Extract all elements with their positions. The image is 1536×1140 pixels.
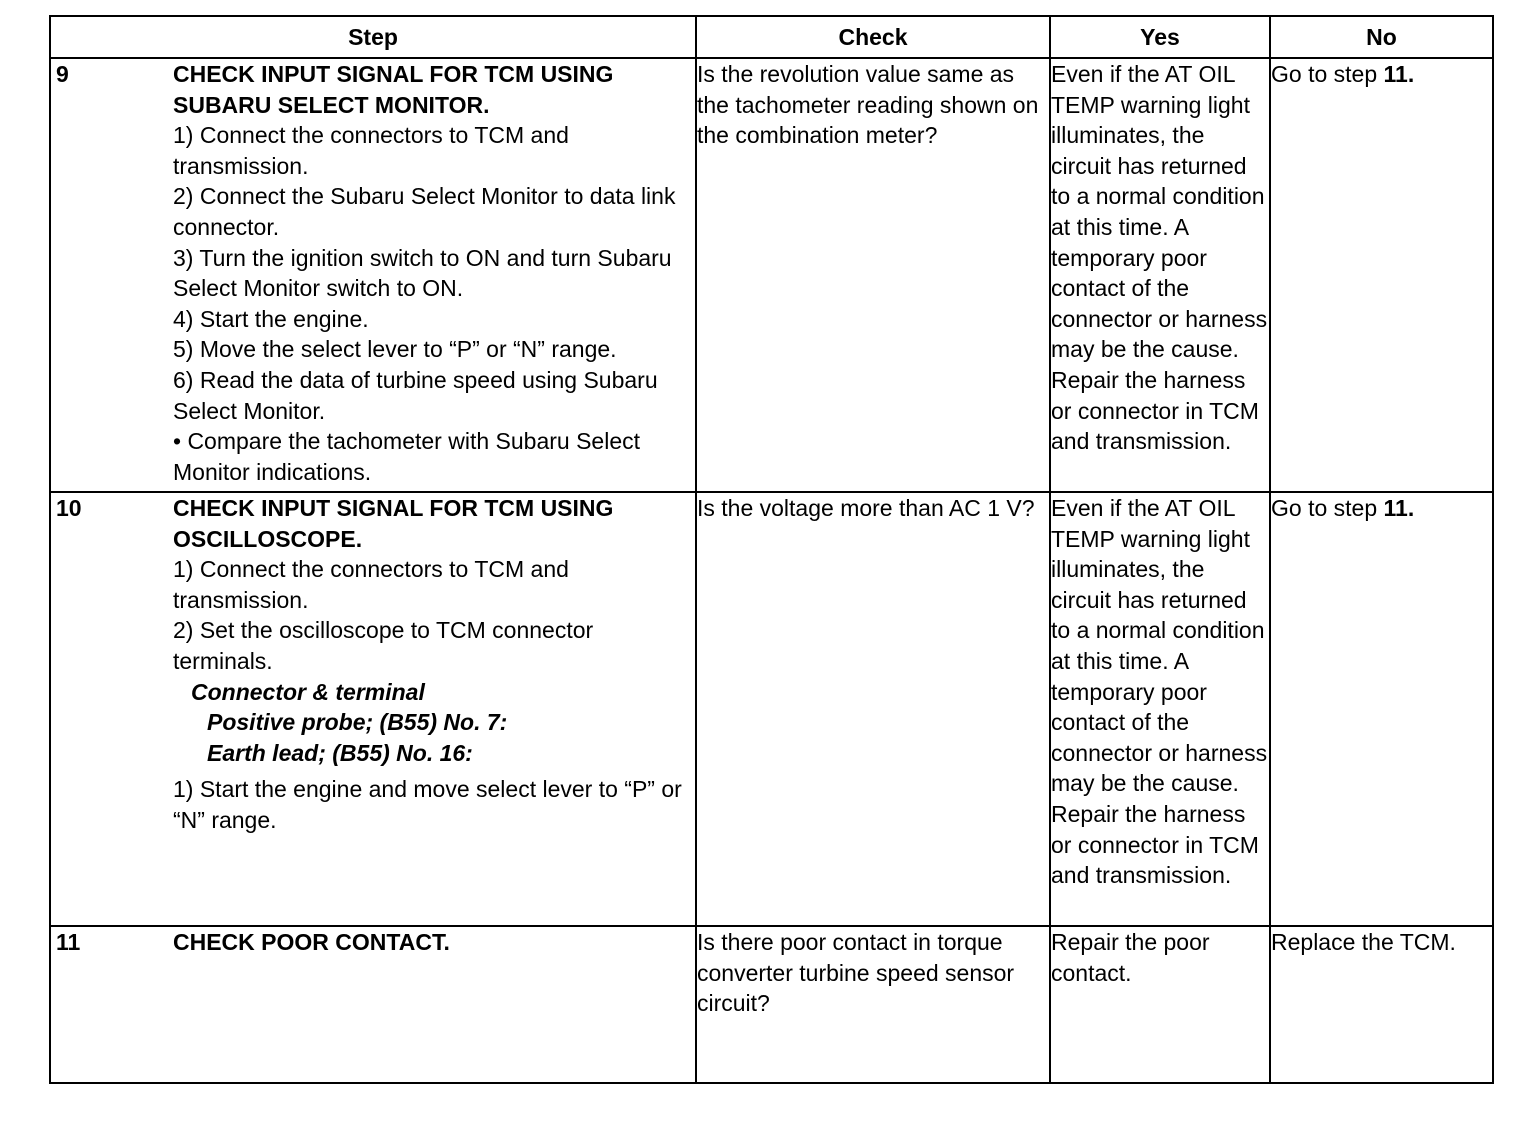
no-prefix: Go to step [1271,61,1384,87]
connector-heading: Connector & terminal [191,678,425,705]
check-cell: Is the revolution value same as the tachometer reading shown on the combination meter? [696,58,1050,492]
instruction-bullet: • Compare the tachometer with Subaru Select Monitor indications. [173,428,641,485]
yes-cell: Repair the poor contact. [1050,926,1270,1083]
no-step-ref: 11. [1383,61,1415,87]
check-cell: Is there poor contact in torque converter turbine speed sensor circuit? [696,926,1050,1083]
step-title: CHECK INPUT SIGNAL FOR TCM USING SUBARU SELECT MONITOR. [173,61,614,118]
no-cell: Replace the TCM. [1270,926,1493,1083]
connector-line: Earth lead; (B55) No. 16: [207,739,473,766]
instruction: 4) Start the engine. [173,305,369,332]
step-number: 10 [56,495,82,521]
step-title: CHECK POOR CONTACT. [173,929,450,955]
no-prefix: Go to step [1271,495,1384,521]
yes-cell: Even if the AT OIL TEMP warning light illuminates, the circuit has returned to a normal condition at this time. A temporary poor contact of the connector or harness may be the cause. Repair the harness or connector in TCM and transmission. [1050,58,1270,492]
header-yes: Yes [1050,16,1270,58]
instruction: 5) Move the select lever to “P” or “N” range. [173,336,617,363]
table-row [50,926,1493,1083]
instruction: 1) Connect the connectors to TCM and transmission. [173,122,569,179]
instruction: 2) Connect the Subaru Select Monitor to data link connector. [173,183,676,240]
step-cell [50,58,696,492]
instruction: 3) Turn the ignition switch to ON and turn Subaru Select Monitor switch to ON. [173,244,672,302]
no-cell [1270,58,1493,492]
header-no: No [1270,16,1493,58]
diagnostic-table [49,15,1494,1084]
no-cell [1270,492,1493,926]
header-row [50,16,1493,58]
no-step-ref: 11. [1383,495,1415,521]
table-row [50,58,1493,492]
yes-cell: Even if the AT OIL TEMP warning light illuminates, the circuit has returned to a normal condition at this time. A temporary poor contact of the connector or harness may be the cause. Repair the harness or connector in TCM and transmission. [1050,492,1270,926]
connector-line: Positive probe; (B55) No. 7: [207,709,508,736]
step-number: 11 [56,929,81,955]
instruction: 2) Set the oscilloscope to TCM connector terminals. [173,617,594,674]
header-step: Step [50,16,696,58]
step-cell [50,926,696,1083]
instruction: 1) Start the engine and move select lever to “P” or “N” range. [173,776,682,833]
table-row [50,492,1493,926]
header-check: Check [696,16,1050,58]
instruction: 1) Connect the connectors to TCM and transmission. [173,556,569,613]
step-title: CHECK INPUT SIGNAL FOR TCM USING OSCILLOSCOPE. [173,495,614,552]
instruction: 6) Read the data of turbine speed using Subaru Select Monitor. [173,366,658,424]
step-number: 9 [56,61,69,87]
check-cell: Is the voltage more than AC 1 V? [696,492,1050,926]
step-cell [50,492,696,926]
